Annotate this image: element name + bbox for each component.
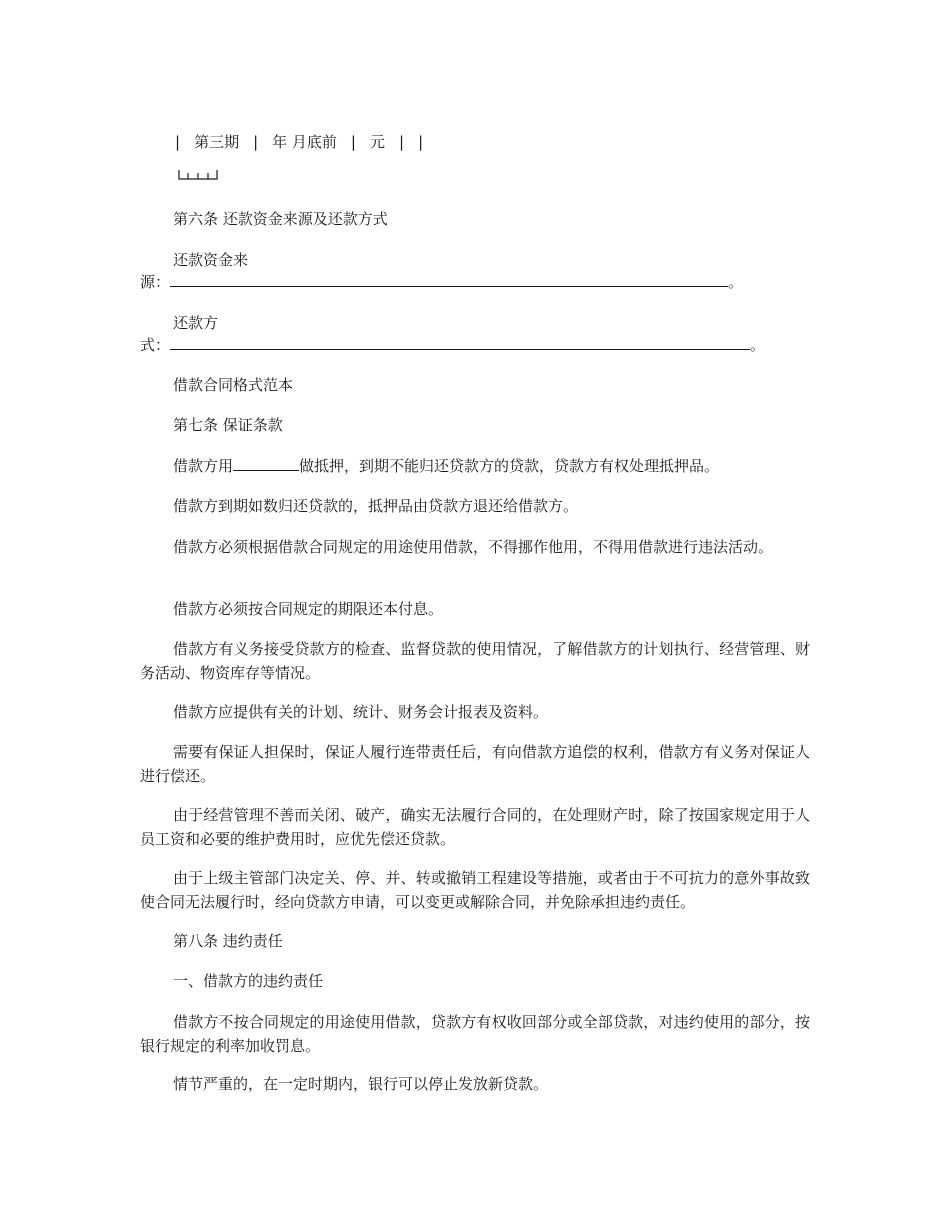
method-label-end: 式：: [140, 336, 171, 354]
collateral-blank: [233, 456, 299, 471]
article7-p6: 借款方应提供有关的计划、统计、财务会计报表及资料。: [173, 703, 549, 721]
article7-p7: 需要有保证人担保时，保证人履行连带责任后，有向借款方追偿的权利，借款方有义务对保证人进行偿还。: [140, 743, 810, 785]
article7-heading: 第七条 保证条款: [173, 416, 283, 434]
table-bar: |: [399, 133, 405, 151]
article8-p1: 借款方不按合同规定的用途使用借款，贷款方有权收回部分或全部贷款，对违约使用的部分，按银行规定的利率加收罚息。: [140, 1013, 810, 1055]
table-bar: |: [253, 133, 259, 151]
table-cell-date: 年 月底前: [272, 133, 337, 151]
article7-p5: 借款方有义务接受贷款方的检查、监督贷款的使用情况，了解借款方的计划执行、经营管理、财务活动、物资库存等情况。: [140, 640, 810, 682]
article8-subheading: 一、借款方的违约责任: [173, 972, 324, 990]
period-mark: 。: [750, 336, 766, 354]
p1-end: 做抵押，到期不能归还贷款方的贷款，贷款方有权处理抵押品。: [299, 457, 720, 475]
repayment-table-row: [175, 131, 423, 153]
source-label: 还款资金来: [173, 251, 249, 269]
table-cell-amount: 元: [369, 133, 385, 151]
article8-p2: 情节严重的，在一定时期内，银行可以停止发放新贷款。: [173, 1075, 549, 1093]
article6-heading: 第六条 还款资金来源及还款方式: [173, 210, 388, 228]
p1-start: 借款方用: [173, 457, 234, 475]
source-blank: [170, 272, 728, 287]
article7-p3: 借款方必须根据借款合同规定的用途使用借款，不得挪作他用，不得用借款进行违法活动。: [173, 538, 774, 556]
article7-p4: 借款方必须按合同规定的期限还本付息。: [173, 600, 444, 618]
method-blank: [170, 335, 750, 350]
method-label: 还款方: [173, 314, 219, 332]
document-title: 借款合同格式范本: [173, 376, 294, 394]
table-bar: |: [418, 133, 424, 151]
article7-p9: 由于上级主管部门决定关、停、并、转或撤销工程建设等措施，或者由于不可抗力的意外事故致使合同无法履行时，经向贷款方申请，可以变更或解除合同，并免除承担违约责任。: [140, 869, 810, 911]
table-cell-period: 第三期: [194, 133, 240, 151]
article8-heading: 第八条 违约责任: [173, 932, 283, 950]
article7-p1: [173, 455, 719, 477]
source-label-end: 源：: [140, 273, 171, 291]
source-field-row: [140, 271, 743, 293]
article7-p8: 由于经营管理不善而关闭、破产，确实无法履行合同的，在处理财产时，除了按国家规定用于人员工资和必要的维护费用时，应优先偿还贷款。: [140, 806, 810, 848]
table-bar: |: [175, 133, 181, 151]
method-field-row: [140, 334, 765, 356]
table-bottom-border: [178, 170, 218, 180]
article7-p2: 借款方到期如数归还贷款的，抵押品由贷款方退还给借款方。: [173, 497, 579, 515]
table-bar: |: [350, 133, 356, 151]
period-mark: 。: [728, 273, 744, 291]
